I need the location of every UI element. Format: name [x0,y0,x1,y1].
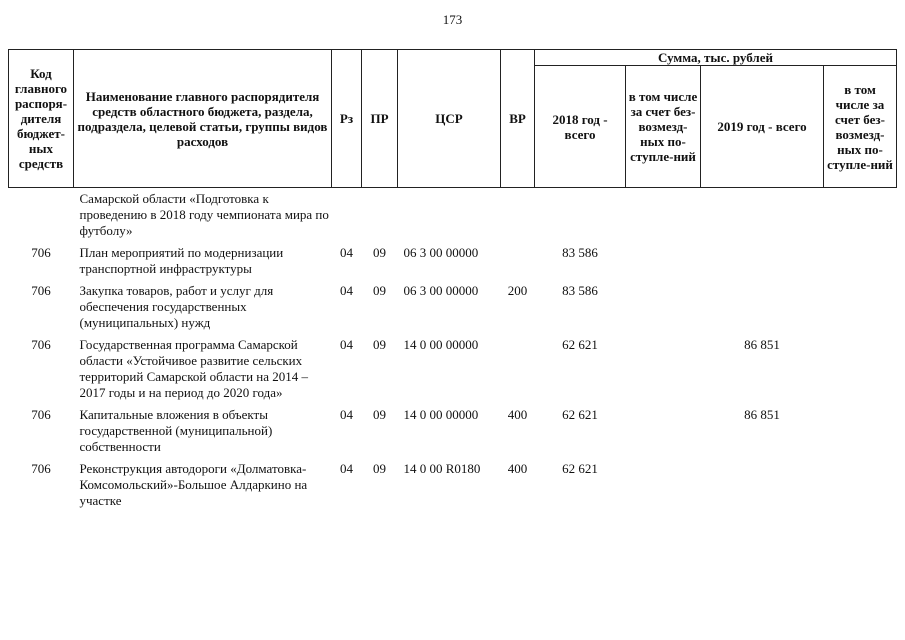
cell-2019-total [701,277,824,331]
header-sum-group: Сумма, тыс. рублей [535,50,897,66]
cell-code: 706 [31,337,51,352]
budget-table [8,49,897,509]
cell-code: 706 [31,407,51,422]
cell-name: Капитальные вложения в объекты государственной (муниципальной) собственности [79,407,273,454]
cell-code: 706 [31,461,51,476]
cell-2018-total: 83 586 [562,245,598,260]
cell-code: 706 [31,245,51,260]
cell-2018-free [626,401,701,455]
cell-rz: 04 [340,407,353,422]
cell-2019-free [824,455,897,509]
cell-name: План мероприятий по модернизации транспортной инфраструктуры [79,245,284,276]
table-header [9,50,897,188]
cell-2019-free [824,401,897,455]
cell-vr: 400 [507,461,528,476]
header-2019-free: в том числе за счет без-возмезд-ных по-ступле-ний [824,66,897,188]
cell-pr: 09 [373,407,386,422]
cell-code: 706 [31,283,51,298]
cell-2018-free [626,277,701,331]
cell-name: Государственная программа Самарской области «Устойчивое развитие сельских территорий Самарской области на 2014 – 2017 годы и на период до 2020 года» [79,337,308,400]
cell-csr: 06 3 00 00000 [403,245,479,260]
cell-rz: 04 [340,337,353,352]
cell-2018-total [535,188,626,240]
table-row [9,455,897,509]
cell-2018-free [626,239,701,277]
cell-vr [501,239,535,277]
cell-rz: 04 [340,283,353,298]
cell-2019-free [824,331,897,401]
cell-csr [398,188,501,240]
cell-2019-total [701,455,824,509]
header-csr: ЦСР [398,50,501,188]
cell-name: Самарской области «Подготовка к проведению в 2018 году чемпионата мира по футболу» [79,191,329,238]
cell-2019-total [701,239,824,277]
cell-vr: 200 [507,283,528,298]
cell-vr: 400 [507,407,528,422]
cell-2018-free [626,455,701,509]
header-2019-total: 2019 год - всего [701,66,824,188]
cell-2018-total: 62 621 [562,461,598,476]
cell-pr: 09 [373,245,386,260]
header-name: Наименование главного распорядителя средств областного бюджета, раздела, подраздела, целевой статьи, группы видов расходов [74,50,332,188]
header-vr: ВР [501,50,535,188]
cell-2019-free [824,188,897,240]
cell-pr: 09 [373,337,386,352]
cell-rz: 04 [340,245,353,260]
table-row [9,401,897,455]
cell-csr: 14 0 00 00000 [403,337,479,352]
cell-2018-total: 62 621 [562,337,598,352]
cell-2018-free [626,188,701,240]
header-code: Код главного распоря-дителя бюджет-ных средств [9,50,74,188]
cell-rz [332,188,362,240]
table-row [9,277,897,331]
header-2018-free: в том числе за счет без-возмезд-ных по-ступле-ний [626,66,701,188]
cell-pr [362,188,398,240]
cell-2019-total: 86 851 [744,407,780,422]
cell-rz: 04 [340,461,353,476]
cell-2018-total: 62 621 [562,407,598,422]
cell-name: Реконструкция автодороги «Долматовка-Комсомольский»-Большое Алдаркино на участке [79,461,308,508]
table-row [9,331,897,401]
page-number: 173 [442,12,463,27]
cell-2019-total [701,188,824,240]
header-2018-total: 2018 год - всего [535,66,626,188]
cell-csr: 06 3 00 00000 [403,283,479,298]
cell-csr: 14 0 00 R0180 [403,461,481,476]
cell-2019-total: 86 851 [744,337,780,352]
cell-vr [501,188,535,240]
cell-pr: 09 [373,461,386,476]
cell-2019-free [824,239,897,277]
cell-csr: 14 0 00 00000 [403,407,479,422]
table-body [9,188,897,510]
header-pr: ПР [362,50,398,188]
cell-code [9,188,74,240]
table-row [9,188,897,240]
cell-name: Закупка товаров, работ и услуг для обеспечения государственных (муниципальных) нужд [79,283,274,330]
cell-2018-total: 83 586 [562,283,598,298]
cell-2018-free [626,331,701,401]
table-row [9,239,897,277]
cell-2019-free [824,277,897,331]
cell-pr: 09 [373,283,386,298]
cell-vr [501,331,535,401]
header-rz: Рз [332,50,362,188]
